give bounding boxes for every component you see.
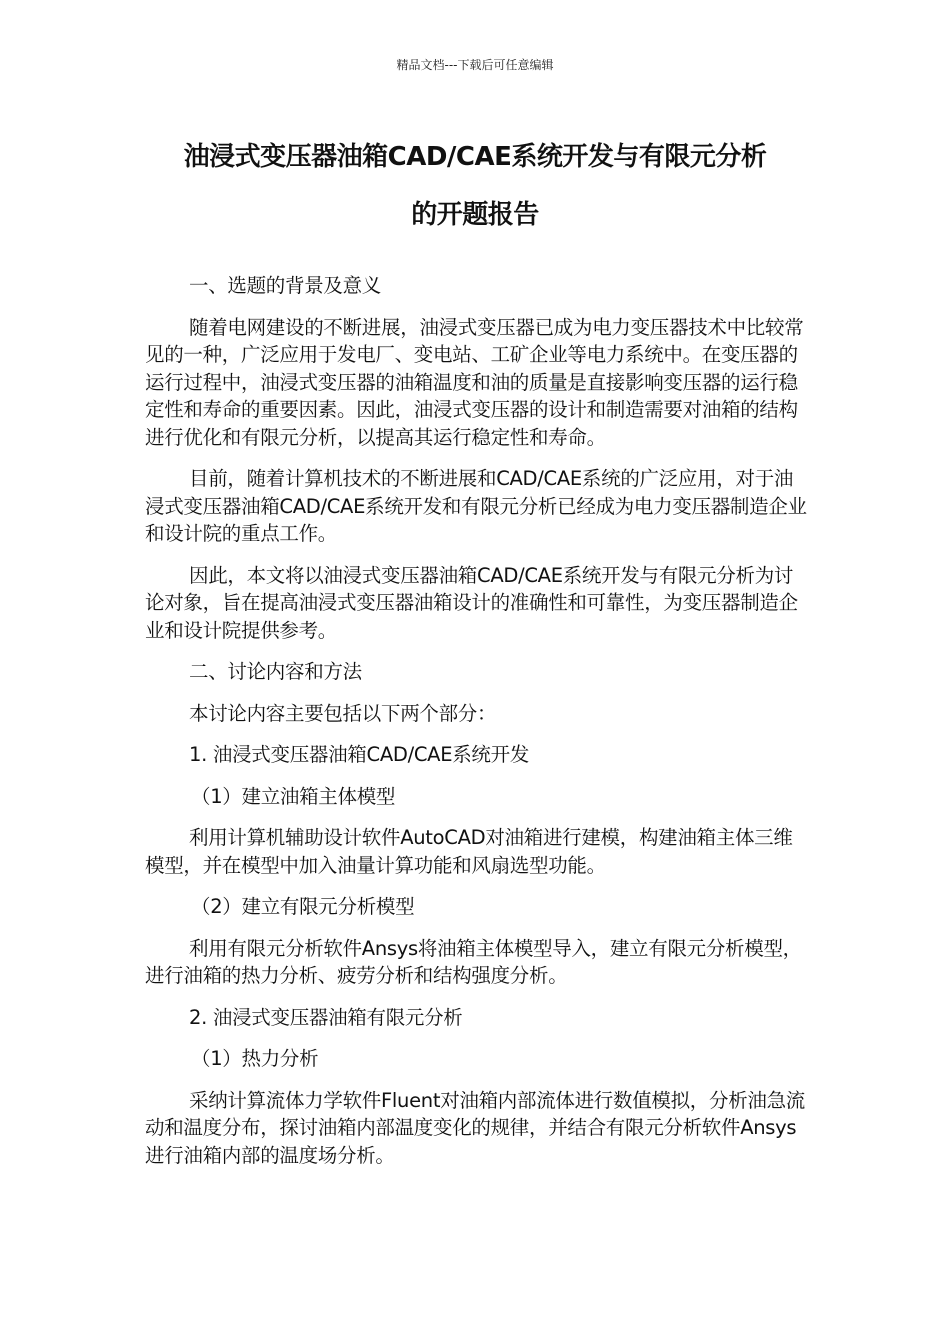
section-heading-background: 一、选题的背景及意义 xyxy=(189,274,382,297)
body-paragraph: 随着电网建设的不断进展，油浸式变压器已成为电力变压器技术中比较常见的一种，广泛应用于发电厂、变电站、工矿企业等电力系统中。在变压器的运行过程中，油浸式变压器的油箱温度和油的质量是直接影响变压器的运行稳定性和寿命的重要因素。因此，油浸式变压器的设计和制造需要对油箱的结构进行优化和有限元分析，以提高其运行稳定性和寿命。 xyxy=(145,315,804,449)
title-line-2: 的开题报告 xyxy=(411,200,539,230)
title-line-1: 油浸式变压器油箱CAD/CAE系统开发与有限元分析 xyxy=(183,142,767,172)
page-header: 精品文档---下载后可任意编辑 xyxy=(396,58,554,72)
body-paragraph: 采纳计算流体力学软件Fluent对油箱内部流体进行数值模拟，分析油急流动和温度分布，探讨油箱内部温度变化的规律，并结合有限元分析软件Ansys进行油箱内部的温度场分析。 xyxy=(145,1088,805,1167)
document-body xyxy=(145,272,807,1183)
body-paragraph: 本讨论内容主要包括以下两个部分： xyxy=(189,701,497,725)
subsection-heading: 1. 油浸式变压器油箱CAD/CAE系统开发 xyxy=(189,743,530,766)
sub-item-heading: （2）建立有限元分析模型 xyxy=(191,895,415,918)
body-paragraph: 因此，本文将以油浸式变压器油箱CAD/CAE系统开发与有限元分析为讨论对象，旨在提高油浸式变压器油箱设计的准确性和可靠性，为变压器制造企业和设计院提供参考。 xyxy=(145,563,798,642)
sub-item-heading: （1）建立油箱主体模型 xyxy=(191,784,396,808)
sub-item-heading: （1）热力分析 xyxy=(191,1047,319,1070)
document-title xyxy=(120,128,830,244)
subsection-heading: 2. 油浸式变压器油箱有限元分析 xyxy=(189,1005,463,1029)
body-paragraph: 利用有限元分析软件Ansys将油箱主体模型导入，建立有限元分析模型，进行油箱的热力分析、疲劳分析和结构强度分析。 xyxy=(145,936,802,987)
body-paragraph: 利用计算机辅助设计软件AutoCAD对油箱进行建模，构建油箱主体三维模型，并在模型中加入油量计算功能和风扇选型功能。 xyxy=(145,826,793,877)
section-heading-methods: 二、讨论内容和方法 xyxy=(189,660,362,683)
body-paragraph: 目前，随着计算机技术的不断进展和CAD/CAE系统的广泛应用，对于油浸式变压器油箱CAD/CAE系统开发和有限元分析已经成为电力变压器制造企业和设计院的重点工作。 xyxy=(145,467,807,545)
